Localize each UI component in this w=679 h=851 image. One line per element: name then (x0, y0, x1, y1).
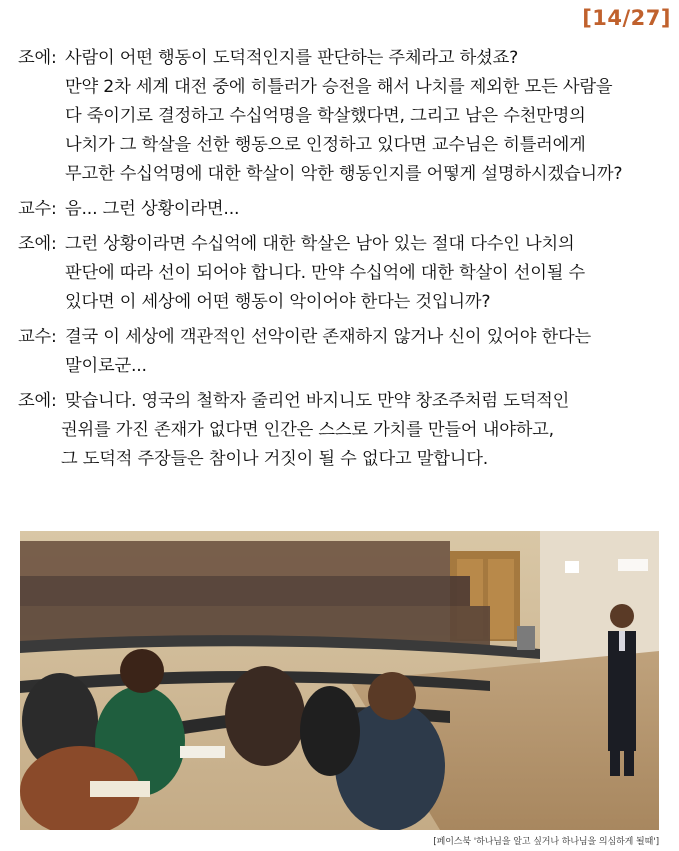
dialogue-text (65, 44, 668, 189)
dialogue-entry (18, 230, 668, 317)
dialogue-entry (18, 44, 668, 189)
dialogue-entry (18, 323, 668, 381)
photo-caption: [페이스북 '하나님을 알고 싶거나 하나님을 의심하게 될때'] (433, 837, 659, 847)
speaker-label: 조에: (18, 48, 57, 68)
dialogue-line: 무고한 수십억명에 대한 학살이 악한 행동인지를 어떻게 설명하시겠습니까? (65, 164, 623, 184)
dialogue-line: 있다면 이 세상에 어떤 행동이 악이어야 한다는 것입니까? (65, 292, 491, 312)
dialogue-entry (18, 195, 668, 224)
dialogue-entry (18, 387, 668, 474)
dialogue-line: 다 죽이기로 결정하고 수십억명을 학살했다면, 그리고 남은 수천만명의 (65, 106, 586, 126)
dialogue-text (65, 230, 668, 317)
lecture-hall-photo (20, 531, 659, 830)
speaker-label: 조에: (18, 391, 57, 411)
page-counter: [14/27] (582, 6, 671, 30)
dialogue-line: 만약 2차 세계 대전 중에 히틀러가 승전을 해서 나치를 제외한 모든 사람을 (65, 77, 613, 97)
dialogue-line: 음... 그런 상황이라면... (65, 199, 240, 219)
dialogue-line: 결국 이 세상에 객관적인 선악이란 존재하지 않거나 신이 있어야 한다는 (65, 327, 591, 347)
lecture-hall-illustration (20, 531, 659, 830)
dialogue (18, 44, 668, 480)
dialogue-line: 나치가 그 학살을 선한 행동으로 인정하고 있다면 교수님은 히틀러에게 (65, 135, 586, 155)
dialogue-line: 사람이 어떤 행동이 도덕적인지를 판단하는 주체라고 하셨죠? (65, 48, 519, 68)
speaker-label: 교수: (18, 199, 57, 219)
dialogue-text (65, 323, 668, 381)
dialogue-line: 말이로군... (65, 356, 147, 376)
dialogue-line: 판단에 따라 선이 되어야 합니다. 만약 수십억에 대한 학살이 선이될 수 (65, 263, 586, 283)
dialogue-line: 맞습니다. 영국의 철학자 줄리언 바지니도 만약 창조주처럼 도덕적인 (65, 391, 570, 411)
dialogue-text (61, 387, 668, 474)
speaker-label: 조에: (18, 234, 57, 254)
dialogue-text (65, 195, 668, 224)
dialogue-line: 그 도덕적 주장들은 참이나 거짓이 될 수 없다고 말합니다. (61, 449, 488, 469)
dialogue-line: 그런 상황이라면 수십억에 대한 학살은 남아 있는 절대 다수인 나치의 (65, 234, 575, 254)
speaker-label: 교수: (18, 327, 57, 347)
dialogue-line: 권위를 가진 존재가 없다면 인간은 스스로 가치를 만들어 내야하고, (61, 420, 554, 440)
